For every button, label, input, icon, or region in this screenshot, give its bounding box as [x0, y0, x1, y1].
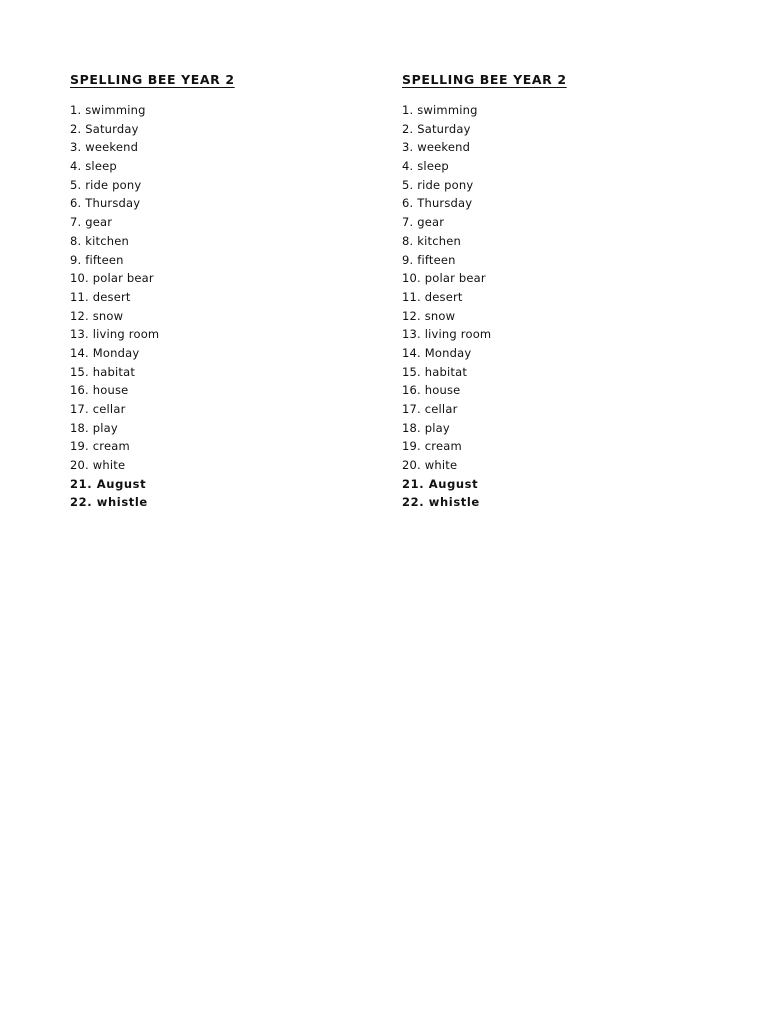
word-list-item: 2. Saturday — [70, 121, 139, 136]
word-list-item: 5. ride pony — [402, 177, 474, 192]
word-list-item: 17. cellar — [70, 402, 126, 416]
word-list-item: 15. habitat — [70, 364, 136, 379]
word-list-item: 13. living room — [402, 327, 492, 342]
word-list-item: 18. play — [402, 420, 450, 435]
word-list-item: 18. play — [70, 420, 118, 435]
word-list-item: 1. swimming — [402, 103, 478, 117]
word-list-item: 6. Thursday — [70, 196, 141, 211]
word-list-item: 17. cellar — [402, 402, 458, 416]
word-list-item: 9. fifteen — [70, 252, 124, 267]
word-list-item: 7. gear — [402, 215, 445, 230]
word-list-item: 8. kitchen — [402, 233, 461, 248]
word-list-item: 7. gear — [70, 215, 113, 230]
word-list-item: 15. habitat — [402, 364, 468, 379]
word-list-item: 20. white — [402, 458, 458, 473]
word-list-item: 20. white — [70, 458, 126, 473]
list-title: SPELLING BEE YEAR 2 — [70, 72, 235, 87]
word-list-item: 19. cream — [70, 439, 130, 454]
word-list — [70, 101, 370, 512]
word-list-item: 16. house — [402, 383, 461, 398]
word-list-item: 12. snow — [402, 308, 456, 323]
word-list-item: 10. polar bear — [70, 271, 154, 286]
word-list-item: 12. snow — [70, 308, 124, 323]
spelling-list-left — [70, 70, 370, 512]
list-title: SPELLING BEE YEAR 2 — [402, 72, 567, 87]
word-list — [402, 101, 702, 512]
word-list-item: 3. weekend — [70, 140, 139, 155]
word-list-item: 14. Monday — [402, 345, 472, 360]
word-list-item: 11. desert — [70, 289, 131, 304]
word-list-item: 13. living room — [70, 327, 160, 342]
word-list-item: 2. Saturday — [402, 121, 471, 136]
spelling-list-right — [402, 70, 702, 512]
word-list-item: 6. Thursday — [402, 196, 473, 211]
word-list-item: 16. house — [70, 383, 129, 398]
word-list-item: 21. August — [70, 476, 147, 491]
word-list-item: 19. cream — [402, 439, 462, 454]
word-list-item: 3. weekend — [402, 140, 471, 155]
word-list-item: 4. sleep — [402, 159, 449, 174]
word-list-item: 11. desert — [402, 289, 463, 304]
word-list-item: 22. whistle — [402, 495, 480, 510]
word-list-item: 22. whistle — [70, 495, 148, 510]
word-list-item: 10. polar bear — [402, 271, 486, 286]
word-list-item: 4. sleep — [70, 159, 117, 174]
word-list-item: 1. swimming — [70, 103, 146, 117]
word-list-item: 5. ride pony — [70, 177, 142, 192]
word-list-item: 8. kitchen — [70, 233, 129, 248]
word-list-item: 9. fifteen — [402, 252, 456, 267]
word-list-item: 21. August — [402, 476, 479, 491]
word-list-item: 14. Monday — [70, 345, 140, 360]
